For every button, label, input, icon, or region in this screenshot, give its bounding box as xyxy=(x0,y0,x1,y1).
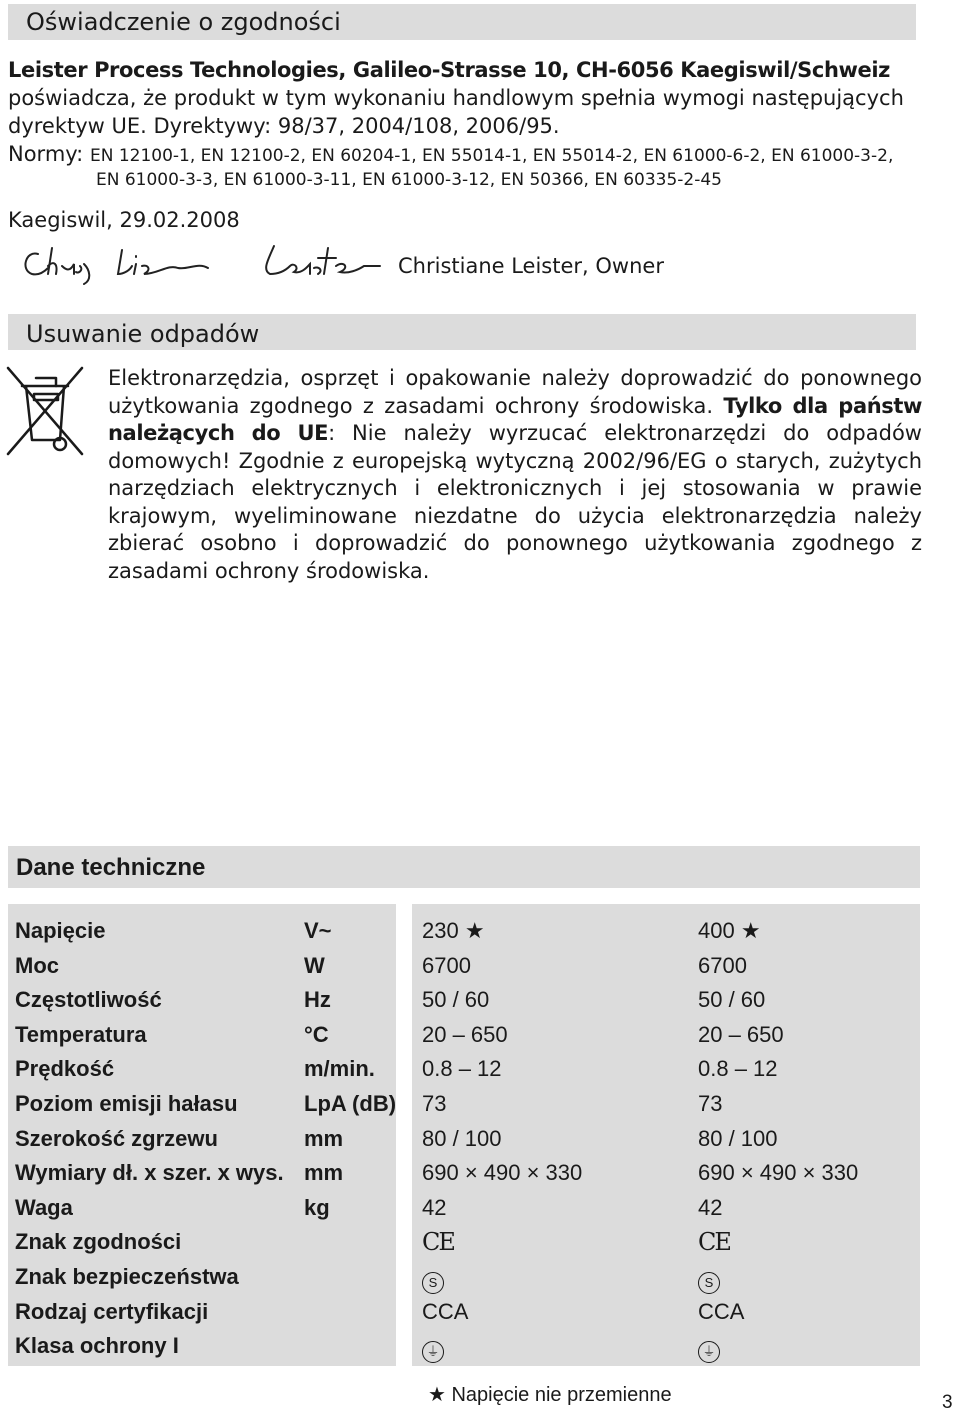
spec-value-1: 6700 xyxy=(422,952,471,978)
spec-label: Szerokość zgrzewu xyxy=(15,1125,218,1151)
disposal-text-part1: Elektronarzędzia, osprzęt i opakowanie należy doprowadzić do ponownego użytkowania zgodnego z zasadami ochrony środowiska. xyxy=(108,366,922,418)
footnote: ★ Napięcie nie przemienne xyxy=(428,1384,672,1406)
spec-value-1: 50 / 60 xyxy=(422,987,490,1013)
spec-value-2: 42 xyxy=(698,1194,723,1220)
spec-value-2: 20 – 650 xyxy=(698,1021,784,1047)
spec-label: Poziom emisji hałasu xyxy=(15,1091,238,1116)
spec-unit: V~ xyxy=(304,918,332,943)
spec-value-2: CCA xyxy=(698,1298,745,1324)
spec-label: Klasa ochrony I xyxy=(15,1333,179,1359)
spec-value-1: 690 × 490 × 330 xyxy=(422,1160,583,1186)
spec-label: Waga xyxy=(15,1194,73,1220)
company-address: Leister Process Technologies, Galileo-Strasse 10, CH-6056 Kaegiswil/Schweiz xyxy=(8,58,890,82)
spec-value-1: CE xyxy=(422,1228,454,1257)
spec-label: Znak bezpieczeństwa xyxy=(15,1264,239,1289)
spec-value-2: CE xyxy=(698,1228,730,1257)
spec-unit: mm xyxy=(304,1125,344,1151)
spec-label: Prędkość xyxy=(15,1056,115,1082)
spec-value-1: 73 xyxy=(422,1091,447,1116)
spec-value-1: 0.8 – 12 xyxy=(422,1056,502,1082)
spec-unit: kg xyxy=(304,1194,330,1220)
spec-unit: Hz xyxy=(304,987,331,1013)
spec-value-2: 0.8 – 12 xyxy=(698,1056,778,1082)
spec-value-2: 690 × 490 × 330 xyxy=(698,1160,859,1186)
spec-value-2: 80 / 100 xyxy=(698,1125,778,1151)
spec-value-2: 50 / 60 xyxy=(698,987,766,1013)
disposal-text-part2: : Nie należy wyrzucać elektronarzędzi do odpadów domowych! Zgodnie z europejską wytyczną 2002/96/EG o starych, zużytych narzędziach elektrycznych i elektronicznych i jej stosowania w prawie krajowym, wyeliminowane niezdatne do użycia elektronarzędzia należy zbierać osobno i doprowadzić do ponownego użytkowania zgodnego z zasadami ochrony środowiska. xyxy=(108,421,922,583)
spec-value-2: 6700 xyxy=(698,952,747,978)
earth-ground-icon: ⏚ xyxy=(698,1341,720,1363)
crossed-bin-icon xyxy=(6,366,86,458)
disposal-text xyxy=(108,365,922,585)
disposal-text-bold: Tylko dla państw należących do UE xyxy=(108,393,923,445)
signature-name: Christiane Leister, Owner xyxy=(398,254,664,278)
norms-line-1: EN 12100-1, EN 12100-2, EN 60204-1, EN 55014-1, EN 55014-2, EN 61000-6-2, EN 61000-3-2, xyxy=(89,146,894,166)
spec-label: Częstotliwość xyxy=(15,987,162,1013)
spec-unit: mm xyxy=(304,1160,344,1186)
spec-value-1: CCA xyxy=(422,1298,469,1324)
place-date: Kaegiswil, 29.02.2008 xyxy=(8,208,240,232)
safety-mark-icon: S xyxy=(422,1272,444,1294)
declaration-body: poświadcza, że produkt w tym wykonaniu handlowym spełnia wymogi następujących dyrektyw UE. Dyrektywy: 98/37, 2004/108, 2006/95. xyxy=(8,86,904,138)
declaration-title: Oświadczenie o zgodności xyxy=(26,8,341,36)
norms-label: Normy: xyxy=(8,142,84,166)
spec-label: Rodzaj certyfikacji xyxy=(15,1298,209,1324)
norms-line-2: EN 61000-3-3, EN 61000-3-11, EN 61000-3-12, EN 50366, EN 60335-2-45 xyxy=(96,170,722,190)
spec-label: Moc xyxy=(15,952,59,978)
spec-value-1 xyxy=(422,1260,444,1294)
page-number: 3 xyxy=(942,1392,953,1413)
spec-unit: W xyxy=(304,952,325,978)
spec-label: Napięcie xyxy=(15,918,106,943)
declaration-text xyxy=(8,56,920,140)
spec-unit: m/min. xyxy=(304,1056,375,1082)
spec-value-2 xyxy=(698,1329,720,1363)
spec-value-1: 42 xyxy=(422,1194,447,1220)
spec-value-1 xyxy=(422,1329,444,1363)
spec-value-1: 80 / 100 xyxy=(422,1125,502,1151)
spec-label: Znak zgodności xyxy=(15,1229,182,1255)
safety-mark-icon: S xyxy=(698,1272,720,1294)
spec-value-2: 73 xyxy=(698,1091,723,1116)
spec-unit: °C xyxy=(304,1021,329,1047)
tech-title: Dane techniczne xyxy=(16,854,206,881)
spec-value-2: 400 ★ xyxy=(698,918,761,943)
spec-value-2 xyxy=(698,1260,720,1294)
spec-value-1: 230 ★ xyxy=(422,918,485,943)
earth-ground-icon: ⏚ xyxy=(422,1341,444,1363)
spec-label: Wymiary dł. x szer. x wys. xyxy=(15,1160,284,1186)
signature-image xyxy=(18,240,383,285)
spec-label: Temperatura xyxy=(15,1021,147,1047)
spec-unit: LpA (dB) xyxy=(304,1091,397,1116)
spec-value-1: 20 – 650 xyxy=(422,1021,508,1047)
disposal-title: Usuwanie odpadów xyxy=(26,320,260,348)
